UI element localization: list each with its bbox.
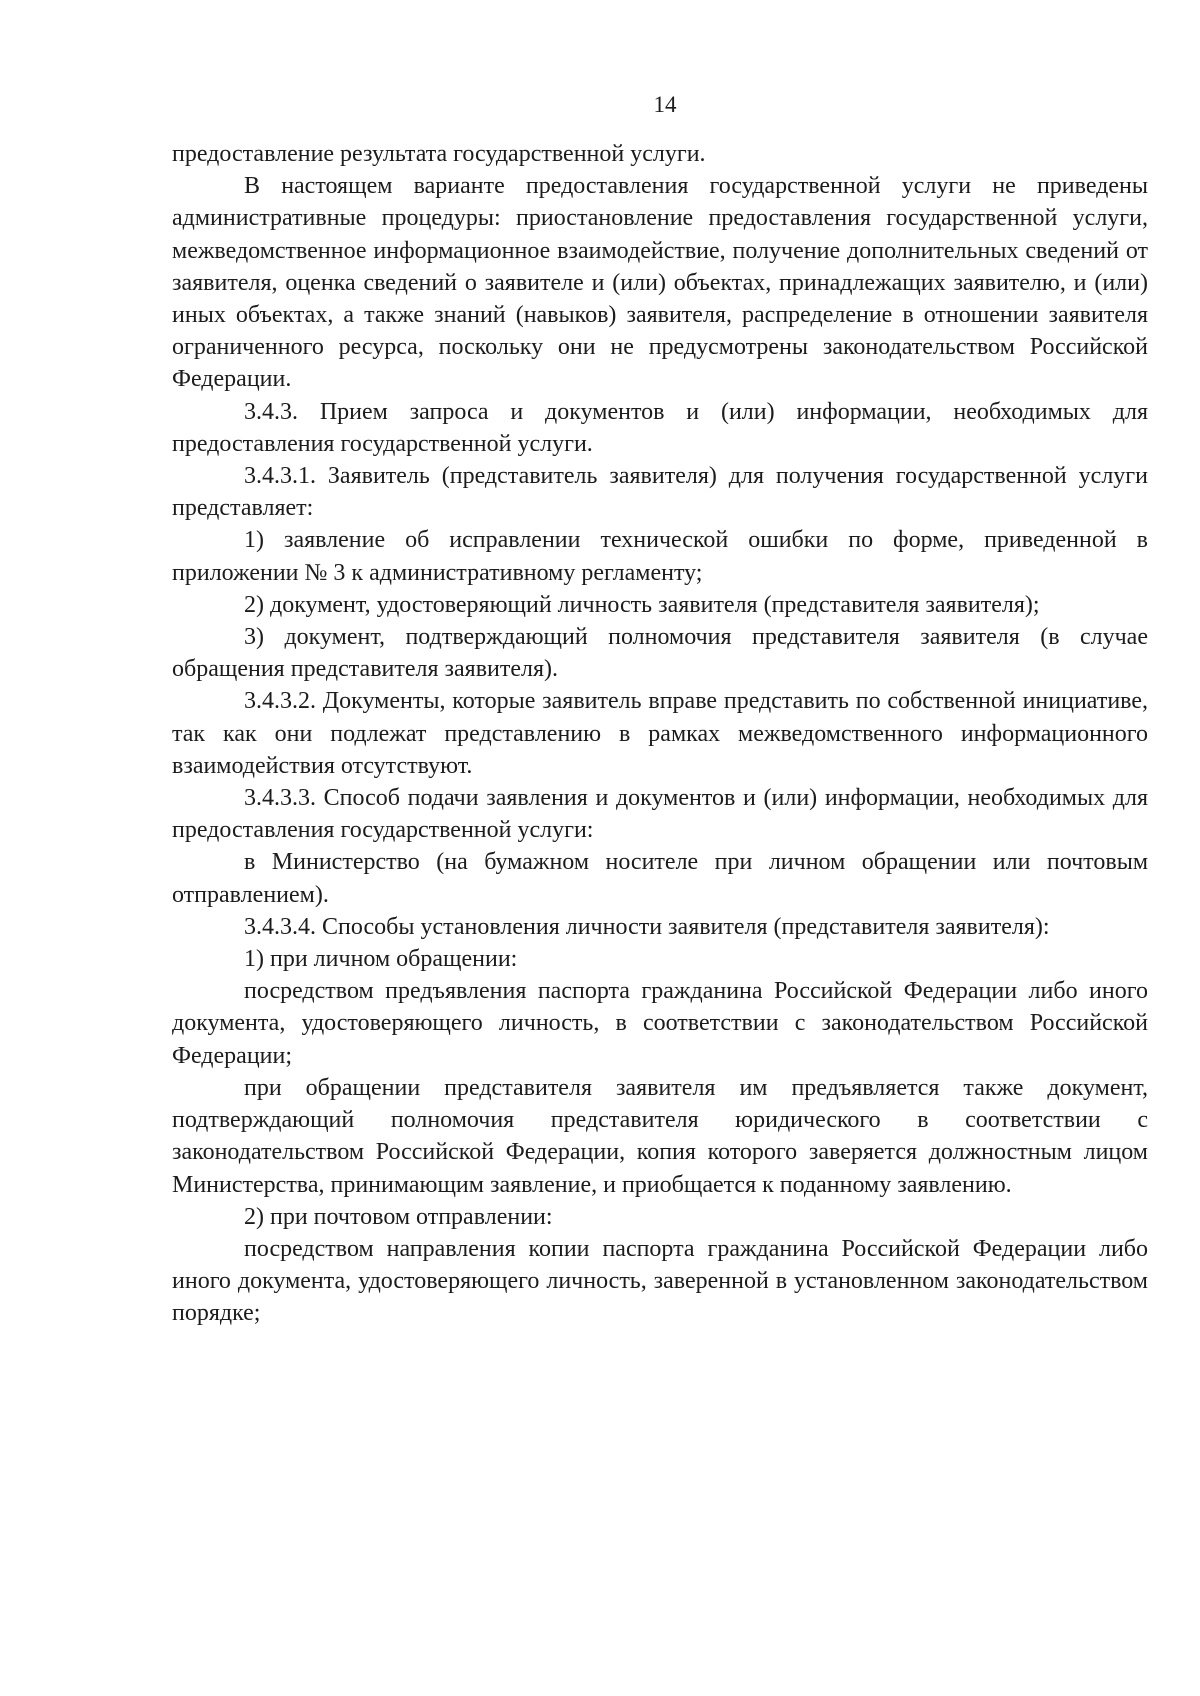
paragraph: 3.4.3.3. Способ подачи заявления и документов и (или) информации, необходимых для предоставления государственной услуги: bbox=[172, 785, 1148, 844]
paragraph: посредством направления копии паспорта гражданина Российской Федерации либо иного документа, удостоверяющего личность, заверенной в установленном законодательством порядке; bbox=[172, 1235, 1148, 1327]
list-item: 2) при почтовом отправлении: bbox=[244, 1203, 553, 1230]
paragraph: в Министерство (на бумажном носителе при личном обращении или почтовым отправлением). bbox=[172, 849, 1148, 908]
list-item: 1) при личном обращении: bbox=[244, 946, 518, 973]
list-item: 2) документ, удостоверяющий личность заявителя (представителя заявителя); bbox=[244, 591, 1040, 618]
list-item: 1) заявление об исправлении технической ошибки по форме, приведенной в приложении № 3 к административному регламенту; bbox=[172, 527, 1148, 586]
paragraph: 3.4.3.2. Документы, которые заявитель вправе представить по собственной инициативе, так как они подлежат представлению в рамках межведомственного информационного взаимодействия отсутствуют. bbox=[172, 688, 1148, 779]
paragraph: В настоящем варианте предоставления государственной услуги не приведены административные процедуры: приостановление предоставления государственной услуги, межведомственное информационное взаимодействие, получение дополнительных сведений от заявителя, оценка сведений о заявителе и (или) объектах, принадлежащих заявителю, и (или) иных объектах, а также знаний (навыков) заявителя, распределение в отношении заявителя ограниченного ресурса, поскольку они не предусмотрены законодательством Российской Федерации. bbox=[172, 173, 1148, 393]
list-item: 3) документ, подтверждающий полномочия представителя заявителя (в случае обращения представителя заявителя). bbox=[172, 624, 1148, 683]
section-heading-paragraph: 3.4.3. Прием запроса и документов и (или) информации, необходимых для предоставления государственной услуги. bbox=[172, 398, 1148, 457]
page-number: 14 bbox=[653, 92, 677, 117]
paragraph: 3.4.3.4. Способы установления личности заявителя (представителя заявителя): bbox=[244, 913, 1050, 940]
paragraph: посредством предъявления паспорта гражданина Российской Федерации либо иного документа, удостоверяющего личность, в соответствии с законодательством Российской Федерации; bbox=[172, 978, 1148, 1069]
paragraph: при обращении представителя заявителя им предъявляется также документ, подтверждающий полномочия представителя юридического в соответствии с законодательством Российской Федерации, копия которого заверяется должностным лицом Министерства, принимающим заявление, и приобщается к поданному заявлению. bbox=[172, 1074, 1148, 1198]
paragraph: предоставление результата государственной услуги. bbox=[172, 141, 706, 167]
paragraph: 3.4.3.1. Заявитель (представитель заявителя) для получения государственной услуги представляет: bbox=[172, 463, 1148, 522]
